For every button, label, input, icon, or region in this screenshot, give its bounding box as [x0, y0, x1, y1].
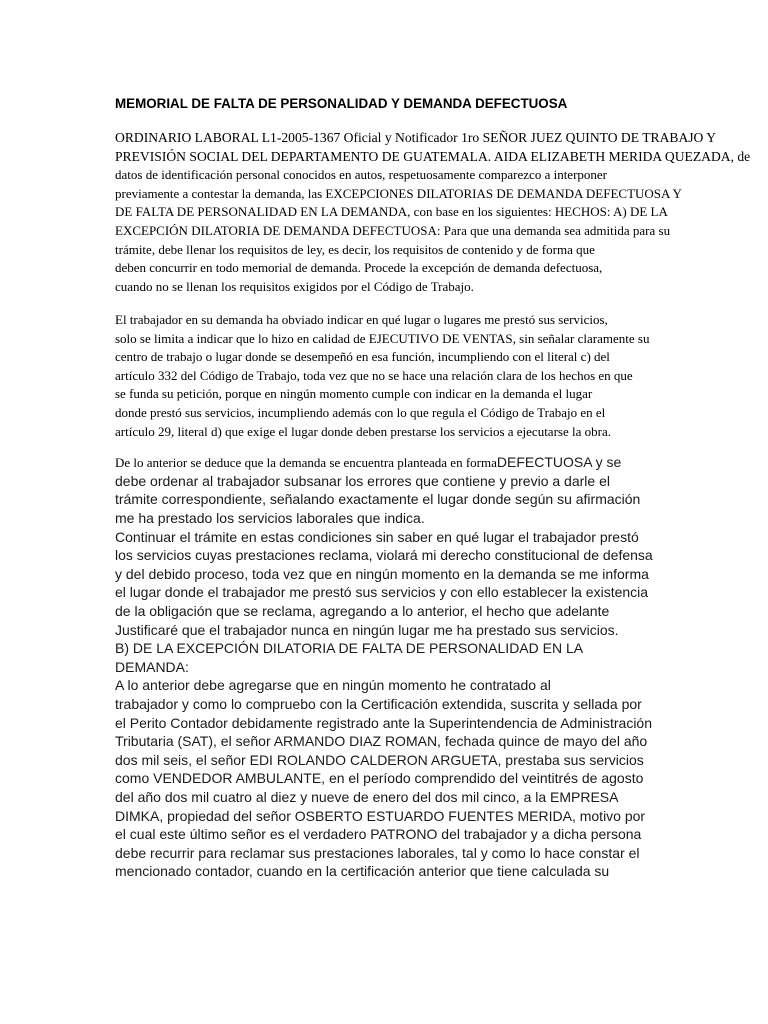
paragraph-3-first-line — [115, 453, 755, 472]
paragraph-4-line: me ha prestado los servicios laborales que indica. — [115, 510, 425, 526]
paragraph-1-line: previamente a contestar la demanda, las EXCEPCIONES DILATORIAS DE DEMANDA DEFECTUOSA Y — [115, 185, 682, 201]
paragraph-2-line: artículo 332 del Código de Trabajo, toda vez que no se hace una relación clara de los hechos en que — [115, 367, 633, 383]
paragraph-2-line: solo se limita a indicar que lo hizo en calidad de EJECUTIVO DE VENTAS, sin señalar claramente su — [115, 330, 650, 346]
paragraph-3-sans-text: DEFECTUOSA y se — [496, 454, 622, 470]
paragraph-1-line: trámite, debe llenar los requisitos de ley, es decir, los requisitos de contenido y de forma que — [115, 241, 595, 257]
paragraph-4-line: los servicios cuyas prestaciones reclama, violará mi derecho constitucional de defensa — [115, 547, 653, 564]
paragraph-2 — [115, 311, 755, 441]
paragraph-4-line: el lugar donde el trabajador me prestó sus servicios y con ello establecer la existencia — [115, 584, 649, 601]
paragraph-1-line: deben concurrir en todo memorial de demanda. Procede la excepción de demanda defectuosa, — [115, 260, 603, 276]
paragraph-4-line: B) DE LA EXCEPCIÓN DILATORIA DE FALTA DE PERSONALIDAD EN LA — [115, 640, 584, 657]
paragraph-1 — [115, 129, 755, 296]
paragraph-4-line: Continuar el trámite en estas condiciones sin saber en qué lugar el trabajador prestó — [115, 528, 639, 545]
paragraph-4-line: el Perito Contador debidamente registrado ante la Superintendencia de Administración — [115, 714, 653, 731]
paragraph-4-line: del año dos mil cuatro al diez y nueve de enero del dos mil cinco, a la EMPRESA — [115, 788, 619, 805]
paragraph-4-line: de la obligación que se reclama, agregando a lo anterior, el hecho que adelante — [115, 602, 610, 619]
paragraph-3-continued — [115, 472, 755, 509]
paragraph-4-line: Tributaria (SAT), el señor ARMANDO DIAZ ROMAN, fechada quince de mayo del año — [115, 733, 648, 750]
paragraph-4-line: el cual este último señor es el verdadero PATRONO del trabajador y a dicha persona — [115, 826, 642, 843]
paragraph-4-line: mencionado contador, cuando en la certificación anterior que tiene calculada su — [115, 863, 610, 880]
paragraph-4-line: Justificaré que el trabajador nunca en ningún lugar me ha prestado sus servicios. — [115, 621, 619, 638]
paragraph-4-line: DEMANDA: — [115, 658, 189, 675]
paragraph-4-line: dos mil seis, el señor EDI ROLANDO CALDERON ARGUETA, prestaba sus servicios — [115, 751, 644, 768]
paragraph-2-line: se funda su petición, porque en ningún momento cumple con indicar en la demanda el lugar — [115, 386, 593, 402]
paragraph-4-line: debe recurrir para reclamar sus prestaciones laborales, tal y como lo hace constar el — [115, 844, 640, 861]
paragraph-2-line: centro de trabajo o lugar donde se desempeñó en esa función, incumpliendo con el literal c) del — [115, 349, 610, 365]
paragraph-1-line: datos de identificación personal conocidos en autos, respetuosamente comparezco a interponer — [115, 167, 608, 183]
paragraph-4-line: trabajador y como lo compruebo con la Certificación extendida, suscrita y sellada por — [115, 695, 642, 712]
paragraph-1-line: cuando no se llenan los requisitos exigidos por el Código de Trabajo. — [115, 278, 474, 294]
paragraph-3-serif-text: De lo anterior se deduce que la demanda se encuentra planteada en forma — [115, 455, 497, 470]
paragraph-4-line: como VENDEDOR AMBULANTE, en el período comprendido del veintitrés de agosto — [115, 770, 644, 787]
document-title: MEMORIAL DE FALTA DE PERSONALIDAD Y DEMANDA DEFECTUOSA — [115, 96, 568, 111]
paragraph-1-line: EXCEPCIÓN DILATORIA DE DEMANDA DEFECTUOSA: Para que una demanda sea admitida para su — [115, 222, 671, 238]
paragraph-4 — [115, 509, 755, 881]
paragraph-3-line: trámite correspondiente, señalando exactamente el lugar donde según su afirmación — [115, 491, 641, 508]
paragraph-2-line: donde prestó sus servicios, incumpliendo además con lo que regula el Código de Trabajo en el — [115, 404, 606, 420]
paragraph-4-line: A lo anterior debe agregarse que en ningún momento he contratado al — [115, 677, 551, 694]
paragraph-2-line: El trabajador en su demanda ha obviado indicar en qué lugar o lugares me prestó sus servicios, — [115, 312, 608, 327]
paragraph-4-line: y del debido proceso, toda vez que en ningún momento en la demanda se me informa — [115, 565, 649, 582]
paragraph-1-line: DE FALTA DE PERSONALIDAD EN LA DEMANDA, con base en los siguientes: HECHOS: A) DE LA — [115, 204, 668, 220]
paragraph-2-line: artículo 29, literal d) que exige el lugar donde deben prestarse los servicios a ejecutarse la obra. — [115, 423, 611, 439]
paragraph-1-line: PREVISIÓN SOCIAL DEL DEPARTAMENTO DE GUATEMALA. AIDA ELIZABETH MERIDA QUEZADA, de — [115, 148, 751, 164]
paragraph-3-line: debe ordenar al trabajador subsanar los errores que contiene y previo a darle el — [115, 472, 610, 489]
paragraph-3 — [115, 453, 755, 472]
paragraph-4-line: DIMKA, propiedad del señor OSBERTO ESTUARDO FUENTES MERIDA, motivo por — [115, 807, 646, 824]
paragraph-1-line: ORDINARIO LABORAL L1-2005-1367 Oficial y Notificador 1ro SEÑOR JUEZ QUINTO DE TRABAJO Y — [115, 130, 717, 145]
